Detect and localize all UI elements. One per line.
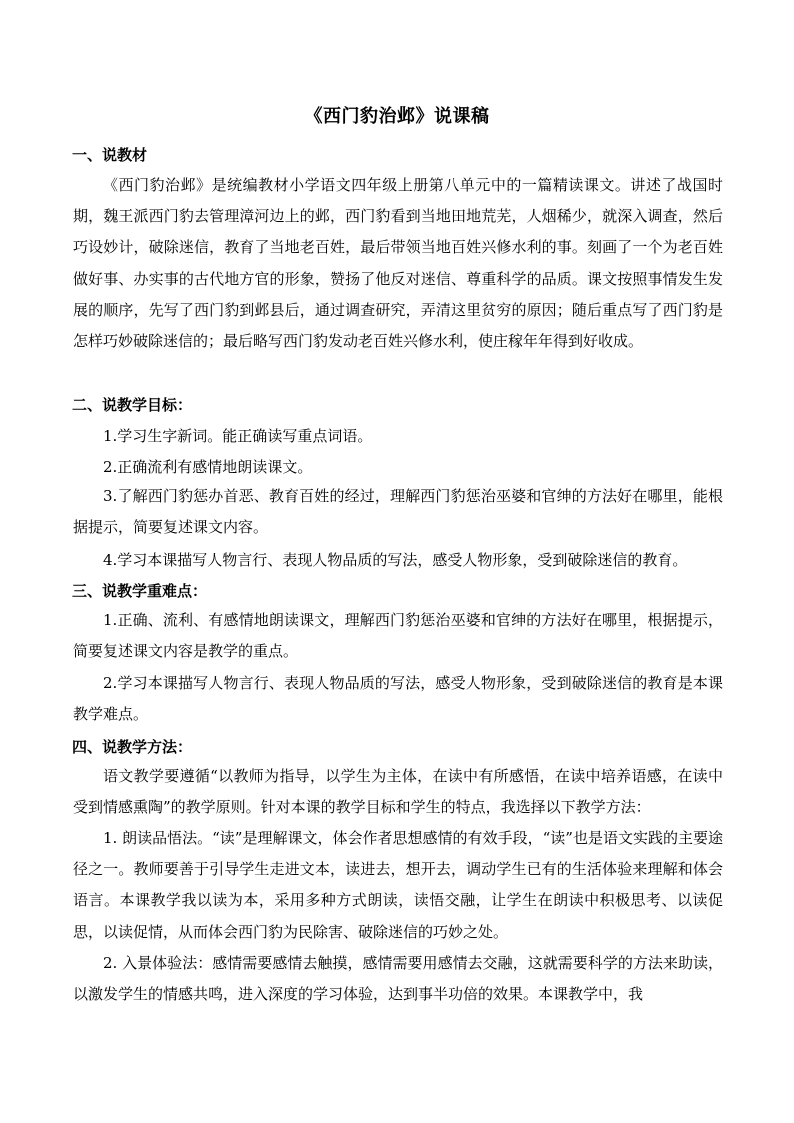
goal-item-4: 4.学习本课描写人物言行、表现人物品质的写法，感受人物形象，受到破除迷信的教育。: [103, 551, 688, 569]
section-heading-key-points: 三、说教学重难点：: [72, 582, 208, 600]
method-item-reading: 1. 朗读品悟法。“读”是理解课文，体会作者思想感情的有效手段，“读”也是语文实践的主要途径之一。教师要善于引导学生走进文本，读进去，想开去，调动学生已有的生活体验来理解和体会语言。本课教学我以读为本，采用多种方式朗读，读悟交融，让学生在朗读中积极思考、以读促思，以读促情，从而体会西门豹为民除害、破除迷信的巧妙之处。: [73, 829, 723, 941]
key-point-item-2: 2.学习本课描写人物言行、表现人物品质的写法，感受人物形象，受到破除迷信的教育是本课教学难点。: [73, 674, 723, 724]
key-point-item-1: 1.正确、流利、有感情地朗读课文，理解西门豹惩治巫婆和官绅的方法好在哪里，根据提示，简要复述课文内容是教学的重点。: [73, 611, 723, 661]
section-heading-textbook: 一、说教材: [72, 146, 148, 164]
document-title: 《西门豹治邺》说课稿: [304, 106, 490, 127]
goal-item-2: 2.正确流利有感情地朗读课文。: [103, 458, 313, 476]
paragraph-textbook-intro: 《西门豹治邺》是统编教材小学语文四年级上册第八单元中的一篇精读课文。讲述了战国时期，魏王派西门豹去管理漳河边上的邺，西门豹看到当地田地荒芜，人烟稀少，就深入调查，然后巧设妙计，破除迷信，教育了当地老百姓，最后带领当地百姓兴修水利的事。刻画了一个为老百姓做好事、办实事的古代地方官的形象，赞扬了他反对迷信、尊重科学的品质。课文按照事情发生发展的顺序，先写了西门豹到邺县后，通过调查研究，弄清这里贫穷的原因；随后重点写了西门豹是怎样巧妙破除迷信的；最后略写西门豹发动老百姓兴修水利，使庄稼年年得到好收成。: [73, 176, 723, 351]
method-intro: 语文教学要遵循“以教师为指导，以学生为主体，在读中有所感悟，在读中培养语感，在读中受到情感熏陶”的教学原则。针对本课的教学目标和学生的特点，我选择以下教学方法：: [73, 767, 723, 817]
goal-item-3: 3.了解西门豹惩办首恶、教育百姓的经过，理解西门豹惩治巫婆和官绅的方法好在哪里，能根据提示，简要复述课文内容。: [73, 487, 723, 537]
method-item-immersion: 2. 入景体验法：感情需要感情去触摸，感情需要用感情去交融，这就需要科学的方法来助读，以激发学生的情感共鸣，进入深度的学习体验，达到事半功倍的效果。本课教学中，我: [73, 954, 723, 1004]
section-heading-methods: 四、说教学方法：: [72, 738, 193, 756]
section-heading-goals: 二、说教学目标：: [72, 396, 193, 414]
goal-item-1: 1.学习生字新词。能正确读写重点词语。: [103, 427, 373, 445]
